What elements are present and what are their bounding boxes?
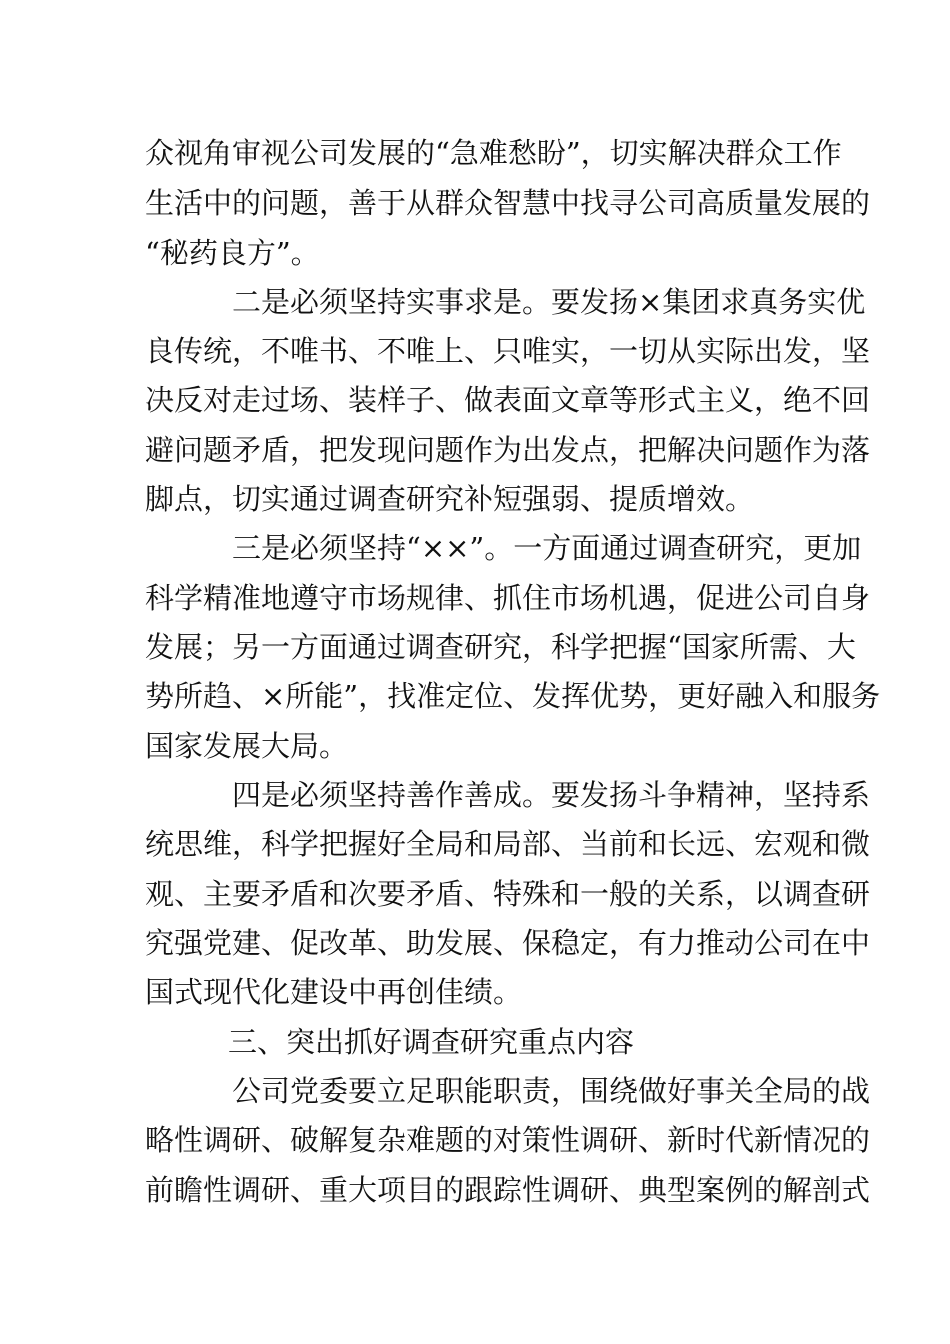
text-line-13: 国家发展大局。 xyxy=(145,729,349,763)
text-line-1: 众视角审视公司发展的“急难愁盼”，切实解决群众工作 xyxy=(145,136,842,170)
text-line-17: 究强党建、促改革、助发展、保稳定，有力推动公司在中 xyxy=(145,926,871,960)
text-line-21: 略性调研、破解复杂难题的对策性调研、新时代新情况的 xyxy=(145,1123,871,1157)
text-line-2: 生活中的问题，善于从群众智慧中找寻公司高质量发展的 xyxy=(145,186,871,220)
section-heading: 三、突出抓好调查研究重点内容 xyxy=(228,1025,635,1059)
paragraph-4-start: 四是必须坚持善作善成。要发扬斗争精神，坚持系 xyxy=(232,778,871,812)
text-line-3: “秘药良方”。 xyxy=(145,236,320,270)
text-line-12: 势所趋、×所能”，找准定位、发挥优势，更好融入和服务 xyxy=(145,679,881,713)
text-line-6: 决反对走过场、装样子、做表面文章等形式主义，绝不回 xyxy=(145,383,871,417)
paragraph-3-start: 三是必须坚持“××”。一方面通过调查研究，更加 xyxy=(232,531,862,565)
paragraph-5-start: 公司党委要立足职能职责，围绕做好事关全局的战 xyxy=(232,1074,871,1108)
text-line-18: 国式现代化建设中再创佳绩。 xyxy=(145,975,523,1009)
text-line-11: 发展；另一方面通过调查研究，科学把握“国家所需、大 xyxy=(145,630,856,664)
paragraph-2-start: 二是必须坚持实事求是。要发扬×集团求真务实优 xyxy=(232,285,866,319)
text-line-10: 科学精准地遵守市场规律、抓住市场机遇，促进公司自身 xyxy=(145,581,871,615)
text-line-16: 观、主要矛盾和次要矛盾、特殊和一般的关系，以调查研 xyxy=(145,877,871,911)
text-line-15: 统思维，科学把握好全局和局部、当前和长远、宏观和微 xyxy=(145,827,871,861)
text-line-5: 良传统，不唯书、不唯上、只唯实，一切从实际出发，坚 xyxy=(145,334,871,368)
text-line-22: 前瞻性调研、重大项目的跟踪性调研、典型案例的解剖式 xyxy=(145,1173,871,1207)
text-line-8: 脚点，切实通过调查研究补短强弱、提质增效。 xyxy=(145,482,755,516)
text-line-7: 避问题矛盾，把发现问题作为出发点，把解决问题作为落 xyxy=(145,433,871,467)
